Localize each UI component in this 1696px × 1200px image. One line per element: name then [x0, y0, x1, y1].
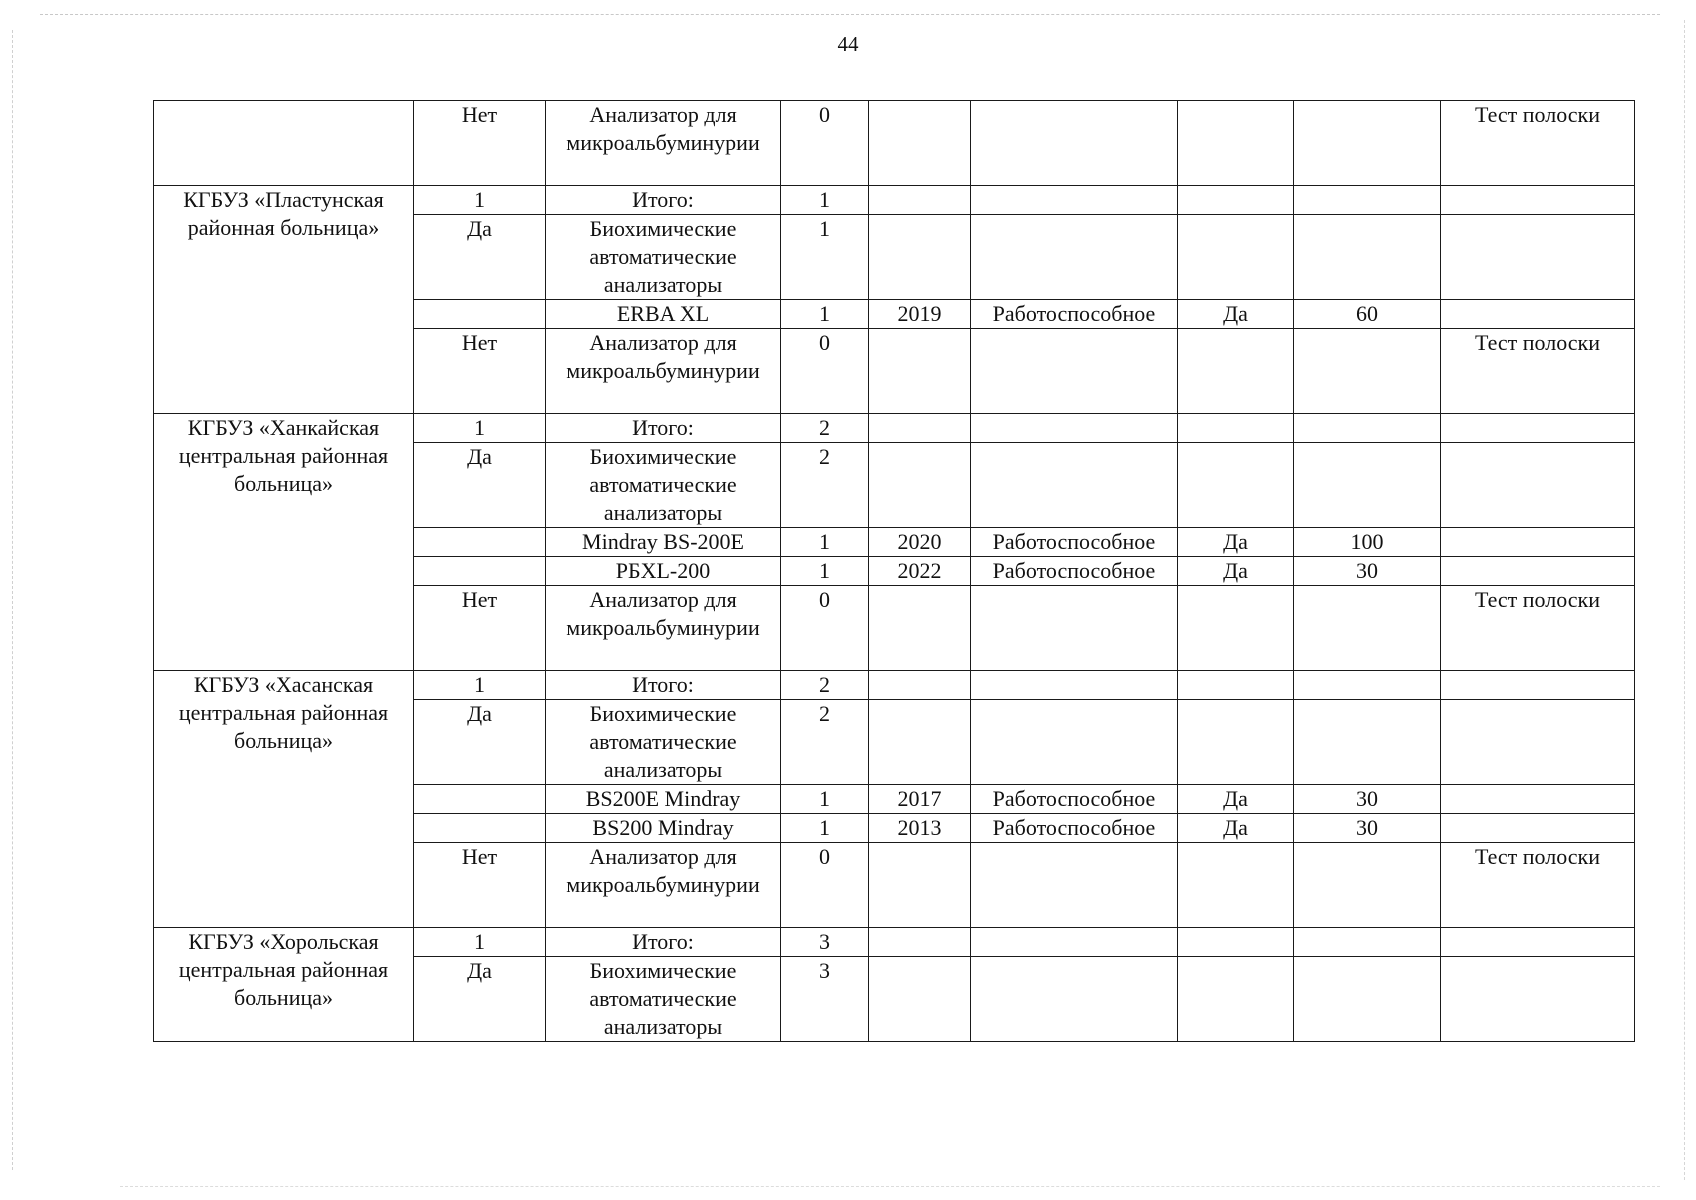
state-cell: Работоспособное [971, 785, 1178, 814]
count-cell: 3 [781, 928, 869, 957]
note-cell [1441, 814, 1635, 843]
in-use-cell [1178, 443, 1294, 528]
state-cell [971, 186, 1178, 215]
equipment-name-cell: Анализатор для микроальбуминурии [546, 586, 781, 671]
year-cell [869, 215, 971, 300]
load-cell [1294, 414, 1441, 443]
in-use-cell: Да [1178, 557, 1294, 586]
state-cell [971, 928, 1178, 957]
flag-cell: 1 [414, 671, 546, 700]
yes-no-cell: Да [414, 700, 546, 785]
equipment-name-cell: Биохимические автоматические анализаторы [546, 443, 781, 528]
year-cell: 2017 [869, 785, 971, 814]
table-row [154, 101, 1635, 186]
flag-cell: 1 [414, 186, 546, 215]
equipment-name-cell: Анализатор для микроальбуминурии [546, 101, 781, 186]
table-row [154, 671, 1635, 700]
state-cell [971, 586, 1178, 671]
year-cell [869, 101, 971, 186]
scan-border-bottom [120, 1186, 1660, 1187]
table-row [154, 928, 1635, 957]
load-cell [1294, 928, 1441, 957]
note-cell [1441, 928, 1635, 957]
in-use-cell [1178, 414, 1294, 443]
equipment-table [153, 100, 1635, 1042]
state-cell [971, 700, 1178, 785]
scan-border-top [40, 14, 1660, 15]
year-cell [869, 414, 971, 443]
year-cell [869, 843, 971, 928]
yes-no-cell: Да [414, 215, 546, 300]
in-use-cell [1178, 957, 1294, 1042]
count-cell: 1 [781, 785, 869, 814]
state-cell [971, 101, 1178, 186]
state-cell: Работоспособное [971, 300, 1178, 329]
note-cell [1441, 186, 1635, 215]
load-cell: 30 [1294, 785, 1441, 814]
note-cell [1441, 671, 1635, 700]
equipment-name-cell: Анализатор для микроальбуминурии [546, 329, 781, 414]
state-cell [971, 843, 1178, 928]
scan-border-left [12, 30, 13, 1170]
state-cell [971, 957, 1178, 1042]
equipment-name-cell: Итого: [546, 928, 781, 957]
yes-no-cell: Нет [414, 586, 546, 671]
note-cell: Тест полоски [1441, 101, 1635, 186]
count-cell: 1 [781, 814, 869, 843]
count-cell: 0 [781, 329, 869, 414]
in-use-cell: Да [1178, 300, 1294, 329]
in-use-cell [1178, 586, 1294, 671]
scan-border-right [1684, 20, 1685, 1180]
in-use-cell: Да [1178, 785, 1294, 814]
note-cell [1441, 528, 1635, 557]
load-cell [1294, 329, 1441, 414]
year-cell [869, 443, 971, 528]
count-cell: 0 [781, 843, 869, 928]
count-cell: 1 [781, 186, 869, 215]
load-cell [1294, 101, 1441, 186]
equipment-name-cell: ERBA XL [546, 300, 781, 329]
count-cell: 0 [781, 101, 869, 186]
state-cell [971, 414, 1178, 443]
note-cell [1441, 443, 1635, 528]
load-cell [1294, 700, 1441, 785]
yes-no-cell: Да [414, 443, 546, 528]
yes-no-cell: Нет [414, 101, 546, 186]
state-cell [971, 215, 1178, 300]
year-cell [869, 586, 971, 671]
equipment-name-cell: BS200E Mindray [546, 785, 781, 814]
yes-no-cell [414, 785, 546, 814]
state-cell [971, 443, 1178, 528]
equipment-name-cell: Анализатор для микроальбуминурии [546, 843, 781, 928]
load-cell [1294, 671, 1441, 700]
equipment-name-cell: Итого: [546, 414, 781, 443]
year-cell [869, 186, 971, 215]
in-use-cell [1178, 101, 1294, 186]
yes-no-cell [414, 814, 546, 843]
table-row [154, 414, 1635, 443]
note-cell [1441, 700, 1635, 785]
year-cell [869, 928, 971, 957]
equipment-name-cell: Итого: [546, 671, 781, 700]
equipment-name-cell: Итого: [546, 186, 781, 215]
flag-cell: 1 [414, 414, 546, 443]
equipment-name-cell: РБXL-200 [546, 557, 781, 586]
yes-no-cell [414, 557, 546, 586]
year-cell [869, 957, 971, 1042]
load-cell [1294, 586, 1441, 671]
load-cell: 100 [1294, 528, 1441, 557]
count-cell: 0 [781, 586, 869, 671]
org-cell [154, 101, 414, 186]
equipment-name-cell: Биохимические автоматические анализаторы [546, 957, 781, 1042]
note-cell [1441, 557, 1635, 586]
in-use-cell [1178, 700, 1294, 785]
load-cell: 30 [1294, 557, 1441, 586]
load-cell: 60 [1294, 300, 1441, 329]
note-cell: Тест полоски [1441, 586, 1635, 671]
equipment-name-cell: Mindray BS-200E [546, 528, 781, 557]
year-cell [869, 700, 971, 785]
equipment-name-cell: Биохимические автоматические анализаторы [546, 215, 781, 300]
organization-cell: КГБУЗ «Ханкайская центральная районная больница» [154, 414, 414, 671]
count-cell: 2 [781, 414, 869, 443]
in-use-cell [1178, 186, 1294, 215]
load-cell [1294, 843, 1441, 928]
state-cell: Работоспособное [971, 528, 1178, 557]
count-cell: 1 [781, 528, 869, 557]
count-cell: 1 [781, 215, 869, 300]
organization-cell: КГБУЗ «Пластунская районная больница» [154, 186, 414, 414]
yes-no-cell [414, 528, 546, 557]
equipment-name-cell: BS200 Mindray [546, 814, 781, 843]
state-cell: Работоспособное [971, 557, 1178, 586]
note-cell: Тест полоски [1441, 329, 1635, 414]
count-cell: 1 [781, 557, 869, 586]
year-cell [869, 329, 971, 414]
year-cell: 2022 [869, 557, 971, 586]
in-use-cell [1178, 843, 1294, 928]
in-use-cell [1178, 215, 1294, 300]
load-cell [1294, 186, 1441, 215]
count-cell: 1 [781, 300, 869, 329]
state-cell [971, 671, 1178, 700]
count-cell: 2 [781, 443, 869, 528]
note-cell [1441, 300, 1635, 329]
table-row [154, 186, 1635, 215]
note-cell [1441, 785, 1635, 814]
note-cell [1441, 957, 1635, 1042]
flag-cell: 1 [414, 928, 546, 957]
in-use-cell: Да [1178, 528, 1294, 557]
load-cell [1294, 443, 1441, 528]
count-cell: 2 [781, 700, 869, 785]
count-cell: 3 [781, 957, 869, 1042]
organization-cell: КГБУЗ «Хасанская центральная районная больница» [154, 671, 414, 928]
yes-no-cell: Нет [414, 843, 546, 928]
note-cell [1441, 215, 1635, 300]
in-use-cell [1178, 671, 1294, 700]
note-cell: Тест полоски [1441, 843, 1635, 928]
in-use-cell [1178, 928, 1294, 957]
note-cell [1441, 414, 1635, 443]
load-cell: 30 [1294, 814, 1441, 843]
yes-no-cell [414, 300, 546, 329]
in-use-cell: Да [1178, 814, 1294, 843]
organization-cell: КГБУЗ «Хорольская центральная районная больница» [154, 928, 414, 1042]
yes-no-cell: Да [414, 957, 546, 1042]
count-cell: 2 [781, 671, 869, 700]
year-cell [869, 671, 971, 700]
year-cell: 2019 [869, 300, 971, 329]
state-cell [971, 329, 1178, 414]
equipment-name-cell: Биохимические автоматические анализаторы [546, 700, 781, 785]
page-number: 44 [837, 32, 859, 56]
state-cell: Работоспособное [971, 814, 1178, 843]
load-cell [1294, 215, 1441, 300]
load-cell [1294, 957, 1441, 1042]
yes-no-cell: Нет [414, 329, 546, 414]
in-use-cell [1178, 329, 1294, 414]
year-cell: 2013 [869, 814, 971, 843]
year-cell: 2020 [869, 528, 971, 557]
